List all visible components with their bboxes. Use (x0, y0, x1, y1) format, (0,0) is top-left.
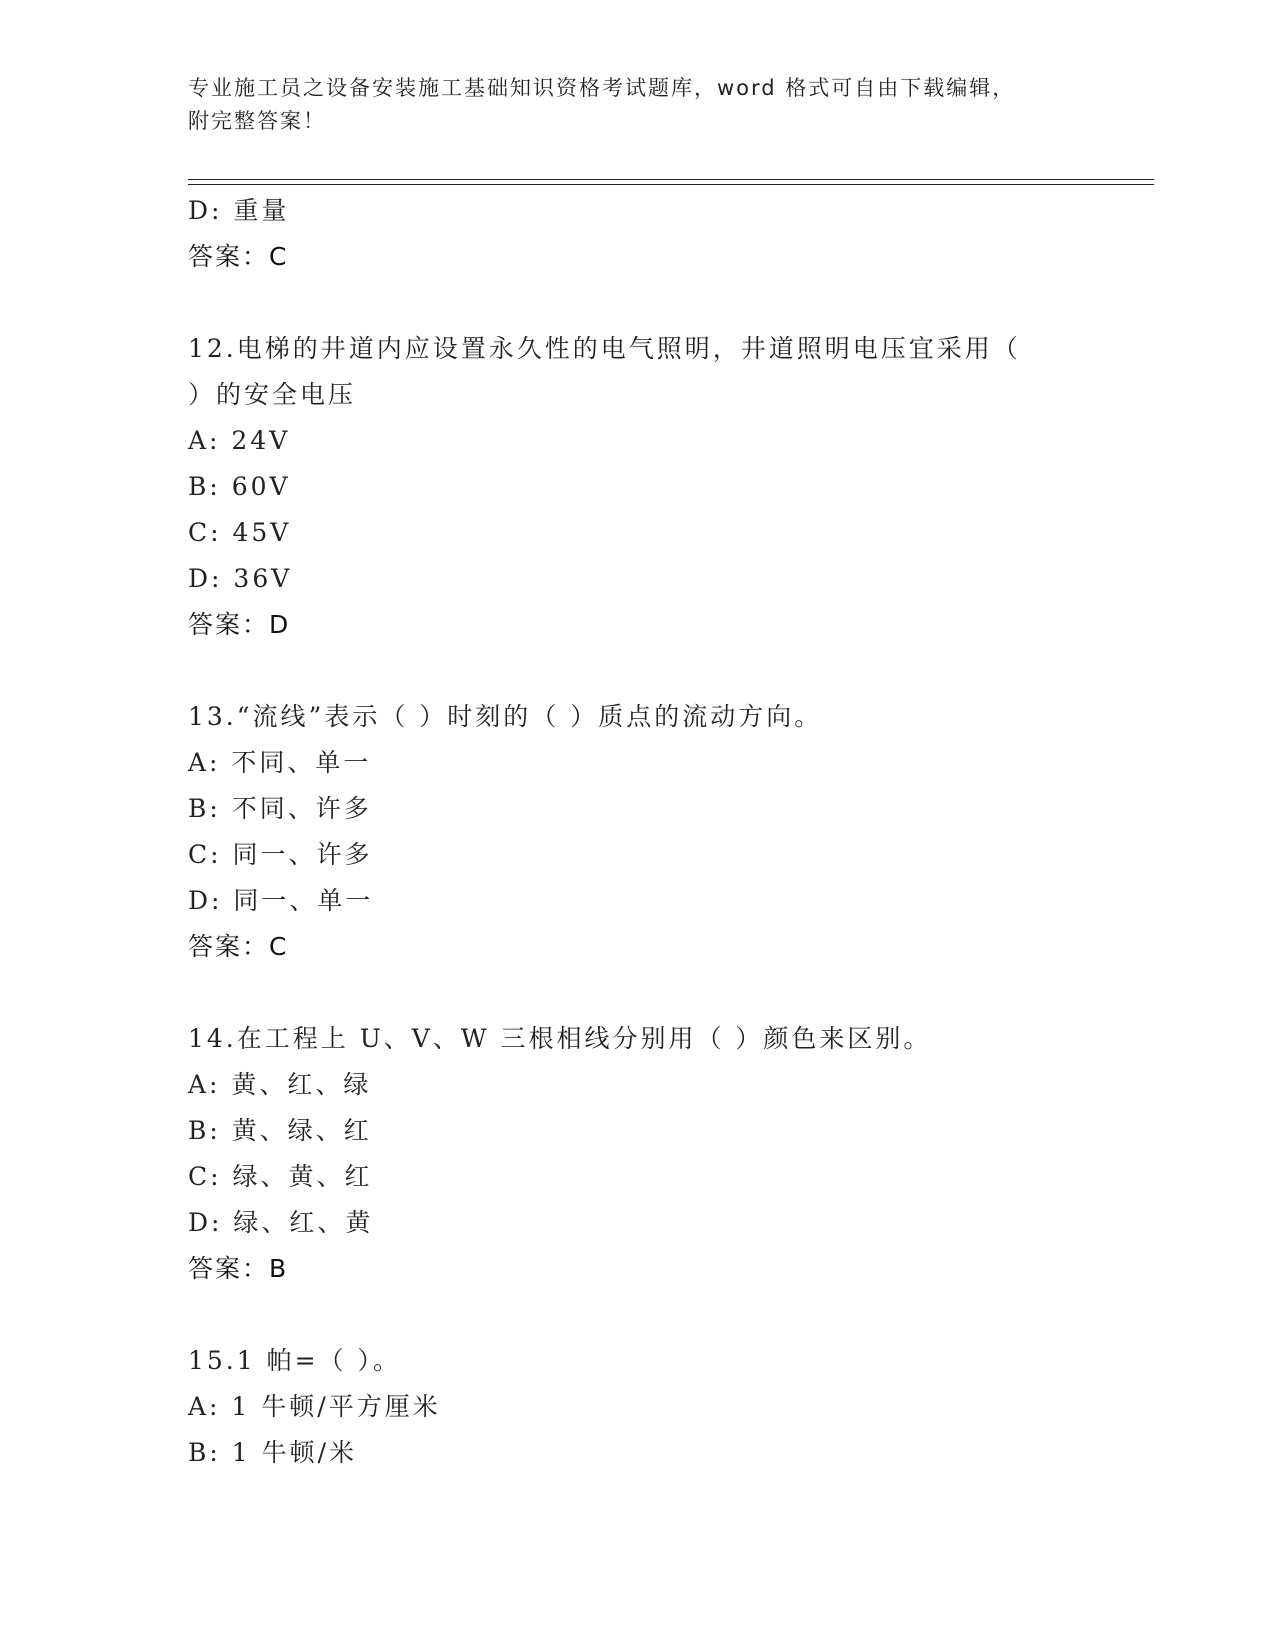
question-stem: 14.在工程上 U、V、W 三根相线分别用（ ）颜色来区别。 (188, 1024, 932, 1053)
header-line-1: 专业施工员之设备安装施工基础知识资格考试题库，word 格式可自由下载编辑， (188, 76, 1016, 100)
header-divider-bottom (188, 184, 1154, 185)
option-d: D: 绿、红、黄 (188, 1208, 374, 1237)
question-stem: 13.“流线”表示（ ）时刻的（ ）质点的流动方向。 (188, 702, 823, 731)
option-d: D: 36V (188, 564, 293, 593)
answer-line: 答案：B (188, 1254, 289, 1283)
question-14 (188, 1016, 1148, 1292)
question-list (188, 188, 1148, 1476)
answer-line: 答案：D (188, 610, 291, 639)
question-13 (188, 694, 1148, 970)
question-12 (188, 326, 1148, 648)
option-b: B: 黄、绿、红 (188, 1116, 372, 1145)
question-stem-continued: ）的安全电压 (188, 380, 357, 409)
option-c: C: 45V (188, 518, 292, 547)
option-d: D: 同一、单一 (188, 886, 374, 915)
question-stem: 12.电梯的井道内应设置永久性的电气照明，井道照明电压宜采用（ (188, 334, 1021, 363)
question-15 (188, 1338, 1148, 1476)
option-a: A: 24V (188, 426, 291, 455)
answer-line: 答案：C (188, 932, 289, 961)
option-b: B: 不同、许多 (188, 794, 372, 823)
document-header (188, 72, 1088, 138)
option-b: B: 60V (188, 472, 291, 501)
option-a: A: 1 牛顿/平方厘米 (188, 1392, 441, 1421)
option-a: A: 黄、红、绿 (188, 1070, 372, 1099)
answer-line: 答案：C (188, 242, 289, 271)
question-stem: 15.1 帕=（ ）。 (188, 1346, 402, 1375)
option-d: D: 重量 (188, 196, 290, 225)
header-divider-top (188, 179, 1154, 180)
option-c: C: 绿、黄、红 (188, 1162, 373, 1191)
option-b: B: 1 牛顿/米 (188, 1438, 358, 1467)
option-c: C: 同一、许多 (188, 840, 373, 869)
header-line-2: 附完整答案！ (188, 109, 326, 133)
option-a: A: 不同、单一 (188, 748, 372, 777)
